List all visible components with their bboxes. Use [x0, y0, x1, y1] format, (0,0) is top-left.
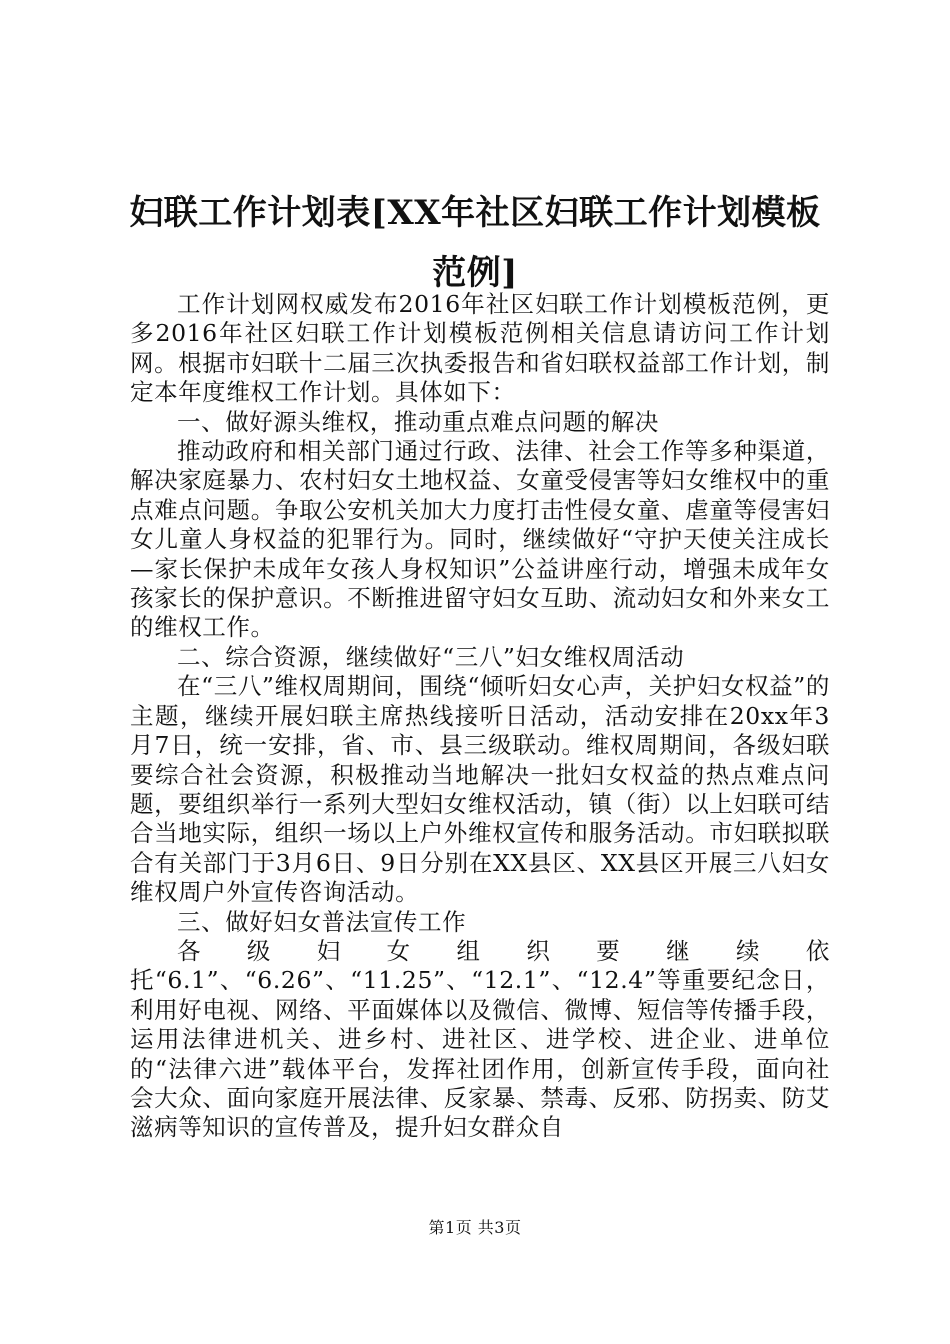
page-footer: 第1页 共3页 [428, 1218, 522, 1237]
section-paragraph-2: 在“三八”维权周期间，围绕“倾听妇女心声，关护妇女权益”的主题，继续开展妇联主席热线接听日活动，活动安排在20xx年3月7日，统一安排，省、市、县三级联动。维权周期间，各级妇联要综合社会资源，积极推动当地解决一批妇女权益的热点难点问题，要组织举行一系列大型妇女维权活动，镇（街）以上妇联可结合当地实际，组织一场以上户外维权宣传和服务活动。市妇联拟联合有关部门于3月6日、9日分别在XX县区、XX县区开展三八妇女维权周户外宣传咨询活动。 [130, 672, 830, 907]
intro-paragraph: 工作计划网权威发布2016年社区妇联工作计划模板范例，更多2016年社区妇联工作计划模板范例相关信息请访问工作计划网。根据市妇联十二届三次执委报告和省妇联权益部工作计划，制定本年度维权工作计划。具体如下： [130, 290, 830, 407]
document-title: 妇联工作计划表[XX年社区妇联工作计划模板范例] [129, 193, 821, 293]
section-heading-3: 三、做好妇女普法宣传工作 [177, 907, 467, 936]
section-paragraph-1: 推动政府和相关部门通过行政、法律、社会工作等多种渠道，解决家庭暴力、农村妇女土地权益、女童受侵害等妇女维权中的重点难点问题。争取公安机关加大力度打击性侵女童、虐童等侵害妇女儿童人身权益的犯罪行为。同时，继续做好“守护天使关注成长—家长保护未成年女孩人身权知识”公益讲座行动，增强未成年女孩家长的保护意识。不断推进留守妇女互助、流动妇女和外来女工的维权工作。 [130, 437, 830, 642]
section-paragraph-3: 各级妇女组织要继续依托“6.1”、“6.26”、“11.25”、“12.1”、“12.4”等重要纪念日，利用好电视、网络、平面媒体以及微信、微博、短信等传播手段，运用法律进机关、进乡村、进社区、进学校、进企业、进单位的“法律六进”载体平台，发挥社团作用，创新宣传手段，面向社会大众、面向家庭开展法律、反家暴、禁毒、反邪、防拐卖、防艾滋病等知识的宣传普及，提升妇女群众自 [130, 936, 830, 1142]
section-heading-1: 一、做好源头维权，推动重点难点问题的解决 [177, 407, 659, 436]
document-body [130, 290, 830, 1143]
section-heading-2: 二、综合资源，继续做好“三八”妇女维权周活动 [177, 642, 685, 671]
